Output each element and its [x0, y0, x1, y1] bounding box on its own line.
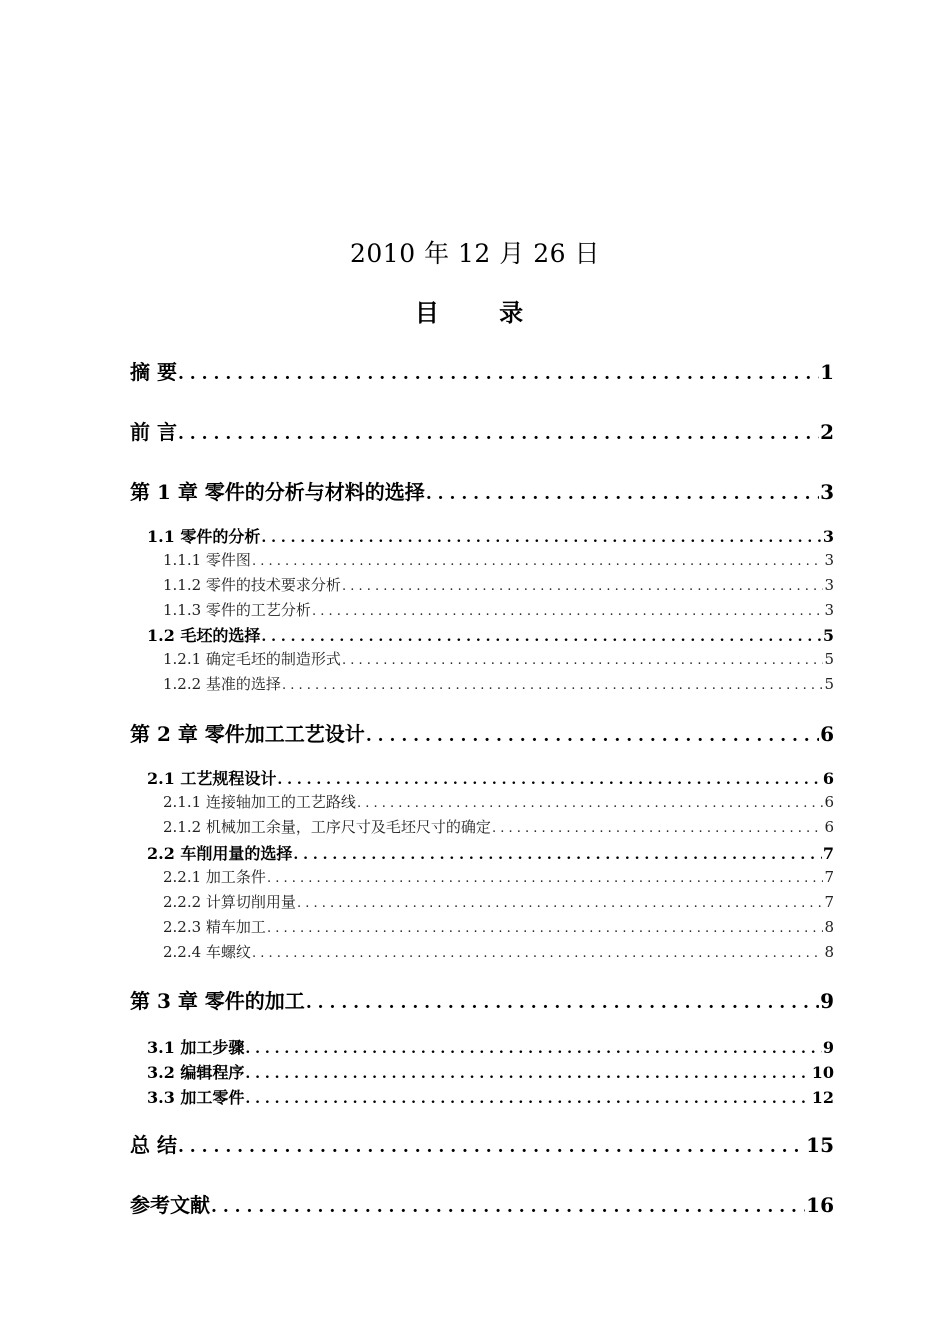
dot-leader: [293, 847, 821, 863]
toc-entry-page: 9: [820, 989, 834, 1013]
toc-entry-section-2-2-2[interactable]: [163, 891, 834, 912]
toc-entry-label: 参考文献: [130, 1193, 210, 1217]
toc-entry-page: 5: [822, 626, 834, 645]
dot-leader: [211, 1197, 805, 1217]
toc-entry-section-1-2[interactable]: [147, 623, 834, 646]
dot-leader: [492, 821, 824, 836]
toc-entry-section-3-1[interactable]: [147, 1035, 834, 1058]
toc-entry-label: 2.2.4 车螺纹: [163, 943, 251, 961]
toc-entry-page: 3: [822, 527, 834, 546]
toc-entry-label: 1.2 毛坯的选择: [147, 626, 261, 645]
toc-entry-page: 1: [820, 360, 834, 384]
dot-leader: [312, 604, 824, 619]
toc-entry-label: 2.2.2 计算切削用量: [163, 893, 296, 911]
toc-entry-label: 第 1 章 零件的分析与材料的选择: [130, 480, 425, 504]
dot-leader: [282, 678, 824, 693]
toc-entry-section-2-2-3[interactable]: [163, 916, 834, 937]
toc-entry-references[interactable]: [130, 1189, 834, 1218]
dot-leader: [297, 896, 824, 911]
dot-leader: [342, 579, 824, 594]
toc-entry-label: 3.1 加工步骤: [147, 1038, 245, 1057]
toc-entry-chapter-1[interactable]: [130, 476, 834, 505]
toc-entry-section-1-2-1[interactable]: [163, 648, 834, 669]
toc-entry-label: 前 言: [130, 420, 177, 444]
dot-leader: [178, 424, 819, 444]
toc-entry-section-1-1-3[interactable]: [163, 599, 834, 620]
toc-entry-label: 1.1.2 零件的技术要求分析: [163, 576, 341, 594]
toc-entry-label: 总 结: [130, 1133, 177, 1157]
toc-entry-label: 2.1 工艺规程设计: [147, 769, 277, 788]
dot-leader: [245, 1091, 810, 1107]
dot-leader: [267, 921, 824, 936]
toc-entry-label: 1.1.1 零件图: [163, 551, 251, 569]
toc-entry-page: 12: [811, 1088, 834, 1107]
toc-entry-section-2-1-1[interactable]: [163, 791, 834, 812]
dot-leader: [267, 871, 824, 886]
toc-entry-page: 3: [824, 576, 834, 594]
toc-entry-label: 3.2 编辑程序: [147, 1063, 245, 1082]
toc-entry-label: 2.2 车削用量的选择: [147, 844, 293, 863]
toc-entry-page: 6: [820, 722, 834, 746]
toc-entry-page: 10: [811, 1063, 834, 1082]
toc-entry-page: 3: [824, 551, 834, 569]
toc-entry-label: 第 3 章 零件的加工: [130, 989, 305, 1013]
toc-entry-conclusion[interactable]: [130, 1129, 834, 1158]
dot-leader: [178, 364, 819, 384]
toc-entry-section-2-2-1[interactable]: [163, 866, 834, 887]
toc-entry-label: 2.2.1 加工条件: [163, 868, 266, 886]
toc-entry-chapter-3[interactable]: [130, 985, 834, 1014]
toc-entry-section-1-1[interactable]: [147, 524, 834, 547]
toc-entry-label: 摘 要: [130, 360, 177, 384]
dot-leader: [342, 653, 824, 668]
dot-leader: [245, 1066, 810, 1082]
toc-entry-section-2-1[interactable]: [147, 766, 834, 789]
toc-entry-section-1-2-2[interactable]: [163, 673, 834, 694]
toc-entry-section-1-1-1[interactable]: [163, 549, 834, 570]
toc-entry-label: 1.1.3 零件的工艺分析: [163, 601, 311, 619]
toc-entry-label: 2.1.1 连接轴加工的工艺路线: [163, 793, 356, 811]
toc-entry-page: 16: [806, 1193, 834, 1217]
toc-entry-preface[interactable]: [130, 416, 834, 445]
dot-leader: [357, 796, 824, 811]
toc-entry-label: 1.2.1 确定毛坯的制造形式: [163, 650, 341, 668]
toc-entry-label: 1.1 零件的分析: [147, 527, 261, 546]
dot-leader: [178, 1137, 805, 1157]
dot-leader: [261, 629, 821, 645]
dot-leader: [426, 484, 819, 504]
toc-entry-label: 1.2.2 基准的选择: [163, 675, 281, 693]
toc-entry-section-3-2[interactable]: [147, 1060, 834, 1083]
toc-entry-section-2-2[interactable]: [147, 841, 834, 864]
toc-entry-page: 7: [824, 868, 834, 886]
toc-entry-page: 6: [824, 793, 834, 811]
dot-leader: [306, 993, 819, 1013]
toc-entry-label: 2.2.3 精车加工: [163, 918, 266, 936]
document-date: 2010 年 12 月 26 日: [350, 239, 600, 268]
toc-entry-label: 第 2 章 零件加工工艺设计: [130, 722, 365, 746]
toc-entry-abstract[interactable]: [130, 356, 834, 385]
toc-entry-section-1-1-2[interactable]: [163, 574, 834, 595]
toc-entry-section-2-1-2[interactable]: [163, 816, 834, 837]
toc-entry-page: 3: [820, 480, 834, 504]
toc-entry-page: 15: [806, 1133, 834, 1157]
toc-entry-page: 6: [824, 818, 834, 836]
toc-entry-page: 5: [824, 675, 834, 693]
dot-leader: [261, 530, 821, 546]
toc-entry-page: 8: [824, 918, 834, 936]
dot-leader: [252, 554, 824, 569]
dot-leader: [277, 772, 821, 788]
toc-entry-section-2-2-4[interactable]: [163, 941, 834, 962]
toc-title: 目 录: [414, 298, 550, 327]
toc-entry-page: 7: [822, 844, 834, 863]
toc-entry-page: 9: [822, 1038, 834, 1057]
toc-entry-label: 2.1.2 机械加工余量，工序尺寸及毛坯尺寸的确定: [163, 818, 491, 836]
dot-leader: [252, 946, 824, 961]
toc-entry-page: 7: [824, 893, 834, 911]
toc-entry-page: 8: [824, 943, 834, 961]
toc-entry-label: 3.3 加工零件: [147, 1088, 245, 1107]
toc-entry-page: 3: [824, 601, 834, 619]
dot-leader: [245, 1041, 821, 1057]
toc-entry-chapter-2[interactable]: [130, 718, 834, 747]
toc-entry-section-3-3[interactable]: [147, 1085, 834, 1108]
toc-entry-page: 5: [824, 650, 834, 668]
dot-leader: [366, 726, 819, 746]
toc-entry-page: 2: [820, 420, 834, 444]
toc-entry-page: 6: [822, 769, 834, 788]
